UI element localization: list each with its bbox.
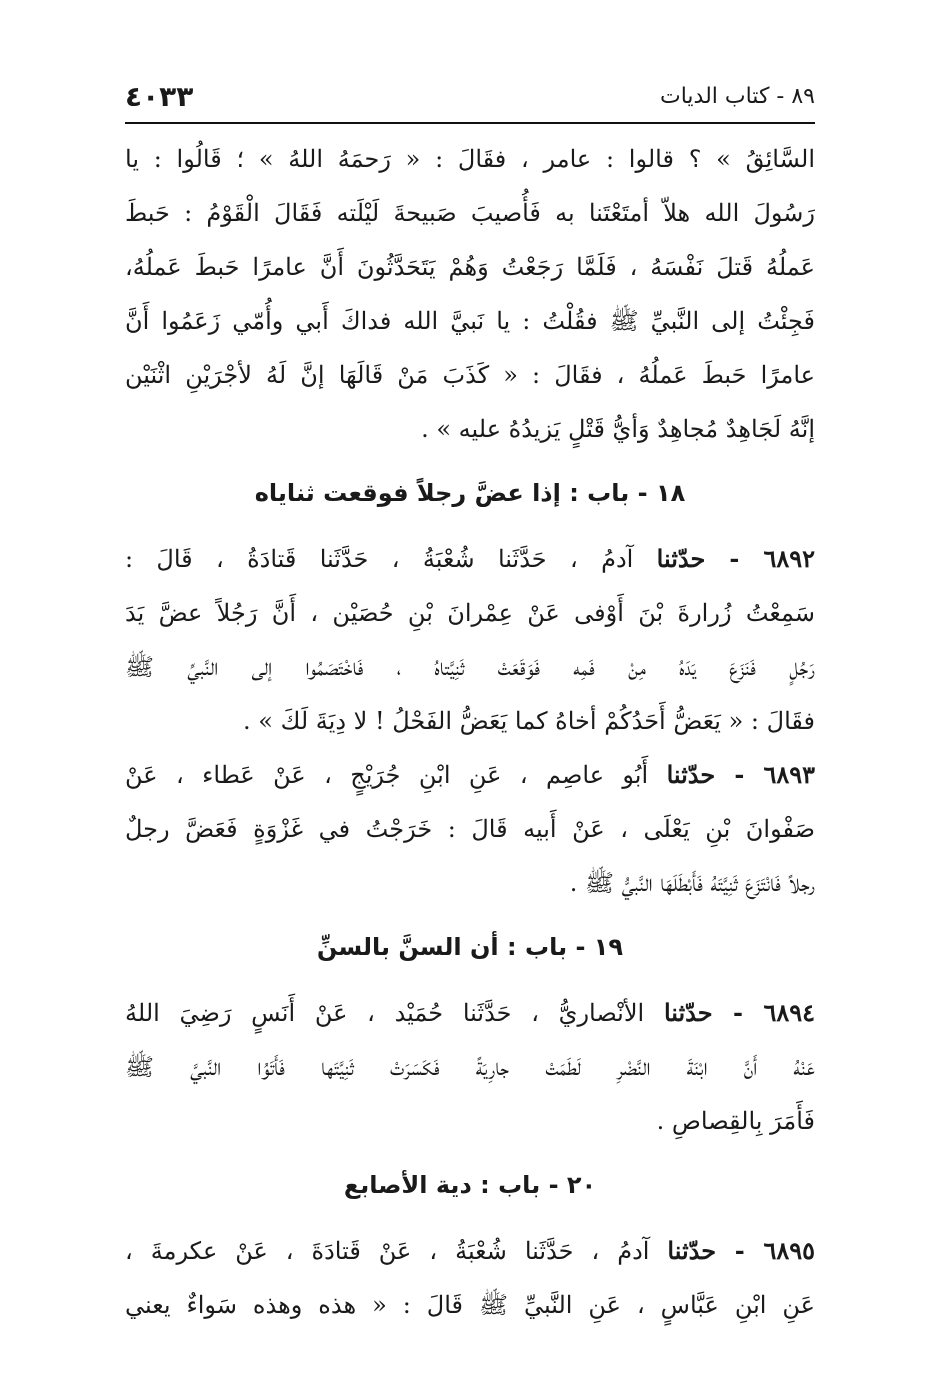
text-line: إنَّهُ لَجَاهِدٌ مُجاهِدٌ وَأيُّ قَتْلٍ يَزيدُهُ عليه » . [421, 415, 815, 443]
text-line: فَجِئْتُ إلى النَّبيِّ ﷺ فقُلْتُ : يا نَبيَّ الله فداكَ أَبي وأُمّي زَعَمُوا أَنَّ [125, 307, 815, 335]
page-number: ٤٠٣٣ [125, 80, 194, 113]
hadith-number: ٦٨٩٣ - حدّثنا [666, 760, 815, 789]
text-line [125, 1224, 815, 1278]
hadith-6893 [125, 748, 815, 910]
text-run: آدمُ ، حَدَّثَنا شُعْبَةُ ، عَنْ قَتادَةَ ، عَنْ عكرمةَ ، [125, 1237, 668, 1265]
chapter-title: ٨٩ - كتاب الديات [660, 84, 815, 109]
text-line [125, 532, 815, 586]
continued-paragraph [125, 132, 815, 456]
hadith-number: ٦٨٩٤ - حدّثنا [663, 998, 815, 1027]
text-line: السَّائِقُ » ؟ قالوا : عامر ، فقَالَ : « رَحمَهُ اللهُ » ؛ قَالُوا : يا [125, 145, 815, 173]
text-line: فقَالَ : « يَعَضُّ أَحَدُكُمْ أخاهُ كما يَعَضُّ الفَحْلُ ! لا دِيَةَ لَكَ » . [243, 707, 815, 735]
hadith-number: ٦٨٩٥ - حدّثنا [667, 1236, 815, 1265]
text-line: عَملُهُ قَتلَ نَفْسَهُ ، فَلَمَّا رَجَعْتُ وَهُمْ يَتَحَدَّثُونَ أَنَّ عامرًا حَبطَ عَملُهُ، [125, 253, 815, 281]
book-page [125, 80, 815, 1332]
text-line [125, 986, 815, 1040]
text-line: رَجُلٍ فَنَزَعَ يَدَهُ مِنْ فَمِه فَوَقَعَتْ ثَنِيَّتاهُ ، فَاخْتَصَمُوا إلى النَّبيِّ ﷺ [125, 653, 815, 681]
text-line [125, 748, 815, 802]
text-line: صَفْوانَ بْنِ يَعْلَى ، عَنْ أَبيه قَالَ : خَرَجْتُ في غَزْوَةٍ فَعَضَّ رجلٌ [125, 815, 815, 843]
text-run: الأنْصاريُّ ، حَدَّثَنا حُمَيْد ، عَنْ أَنَسٍ رَضِيَ اللهُ [125, 999, 664, 1027]
text-line: سَمِعْتُ زُرارةَ بْنَ أَوْفى عَنْ عِمْرانَ بْنِ حُصَيْن ، أَنَّ رَجُلاً عضَّ يَدَ [125, 599, 815, 627]
chapter-heading-19: ١٩ - باب : أن السنَّ بالسنِّ [316, 933, 624, 961]
text-line: عامرًا حَبطَ عَملُهُ ، فقَالَ : « كَذَبَ مَنْ قَالَهَا إنَّ لَهُ لأجْرَيْنِ اثْنَيْن [125, 361, 815, 389]
hadith-6894 [125, 986, 815, 1148]
hadith-6892 [125, 532, 815, 748]
chapter-heading-20: ٢٠ - باب : دية الأصابع [343, 1171, 597, 1199]
text-line: فَأَمَرَ بِالقِصاصِ . [656, 1107, 815, 1135]
page-header [125, 80, 815, 122]
text-line: رجلاً فَانْتَزَعَ ثَنِيَّتَهُ فَأَبْطَلَهَا النَّبيُّ ﷺ . [569, 869, 815, 897]
text-line: عَنْهُ أَنَّ ابْنَةَ النَّضْرِ لَطَمَتْ جارِيَةً فَكَسَرَتْ ثَنِيَّتَها فَأَتَوُا النَّبيَّ ﷺ [125, 1053, 815, 1081]
text-line: رَسُولَ الله هلاّ أمتَعْتَنا به فَأُصيبَ صَبيحةَ لَيْلَته فَقَالَ الْقَوْمُ : حَبطَ [125, 199, 815, 227]
hadith-6895 [125, 1224, 815, 1332]
text-line: عَنِ ابْنِ عَبَّاسٍ ، عَنِ النَّبيِّ ﷺ قَالَ : « هذه وهذه سَواءٌ يعني [125, 1291, 815, 1319]
text-run: آدمُ ، حَدَّثَنا شُعْبَةُ ، حَدَّثَنا قَتادَةُ ، قَالَ : [125, 545, 657, 573]
header-divider [125, 122, 815, 124]
hadith-number: ٦٨٩٢ - حدّثنا [656, 544, 815, 573]
chapter-heading-18: ١٨ - باب : إذا عضَّ رجلاً فوقعت ثناياه [254, 479, 686, 507]
text-run: أَبُو عاصِم ، عَنِ ابْنِ جُرَيْجٍ ، عَنْ عَطاء ، عَنْ [125, 761, 667, 789]
